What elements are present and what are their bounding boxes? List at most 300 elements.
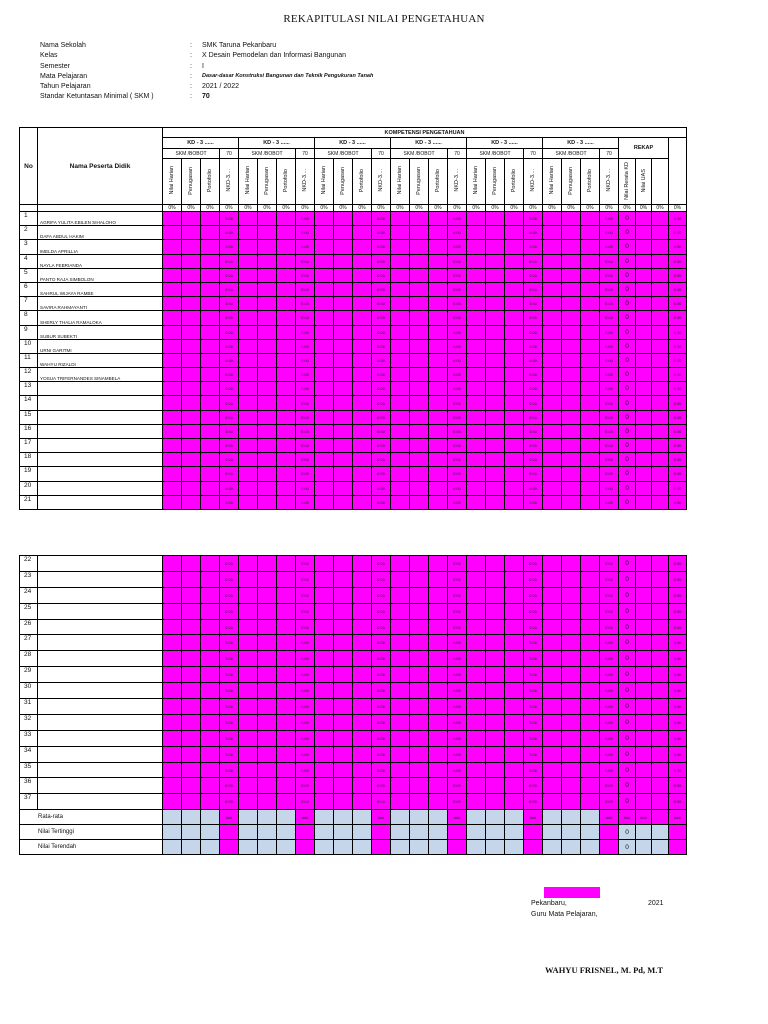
table-row <box>20 311 687 325</box>
summary-nkd-cell: ### <box>600 810 619 825</box>
portofolio-cell <box>505 453 524 467</box>
spacer-header <box>652 159 669 205</box>
pct-cell: 0% <box>296 205 315 212</box>
summary-final-cell: ### <box>669 810 687 825</box>
penugasan-cell <box>410 794 429 810</box>
penugasan-cell <box>486 762 505 778</box>
penugasan-cell <box>334 683 353 699</box>
penugasan-cell <box>258 226 277 240</box>
nilai-harian-cell <box>391 325 410 339</box>
penugasan-cell <box>410 424 429 438</box>
portofolio-cell <box>505 667 524 683</box>
summary-cell <box>163 810 182 825</box>
nkd-cell: 0.00 <box>524 339 543 353</box>
summary-cell <box>315 810 334 825</box>
portofolio-cell <box>277 794 296 810</box>
nkd-cell: 0.00 <box>220 368 239 382</box>
portofolio-cell <box>201 382 220 396</box>
nilai-rerata-cell: 0 <box>619 240 636 254</box>
nilai-harian-cell <box>543 635 562 651</box>
nilai-harian-cell <box>467 778 486 794</box>
uas-header <box>636 159 652 205</box>
penugasan-cell <box>486 481 505 495</box>
nilai-uas-cell <box>636 254 652 268</box>
summary-cell <box>486 840 505 855</box>
penugasan-cell <box>334 396 353 410</box>
nilai-pengetahuan-cell: 0.00 <box>669 495 687 509</box>
skm-value: 70 <box>372 149 391 159</box>
student-name <box>38 778 163 794</box>
table-row <box>20 254 687 268</box>
nkd-cell: 0.00 <box>372 339 391 353</box>
sub-col-header <box>353 159 372 205</box>
penugasan-cell <box>258 311 277 325</box>
nilai-harian-cell <box>467 353 486 367</box>
nkd-cell: 0.00 <box>220 254 239 268</box>
nilai-harian-cell <box>163 556 182 572</box>
portofolio-cell <box>201 683 220 699</box>
nkd-cell: 0.00 <box>524 439 543 453</box>
table-row <box>20 730 687 746</box>
nkd-cell: 0.00 <box>220 467 239 481</box>
portofolio-cell <box>581 778 600 794</box>
portofolio-cell <box>201 410 220 424</box>
portofolio-cell <box>353 619 372 635</box>
portofolio-cell <box>505 254 524 268</box>
table-row <box>20 396 687 410</box>
nkd-cell: 0.00 <box>524 212 543 226</box>
nilai-pengetahuan-cell: 0.00 <box>669 382 687 396</box>
penugasan-cell <box>562 339 581 353</box>
student-name <box>38 794 163 810</box>
nkd-cell: 0.00 <box>600 667 619 683</box>
nilai-harian-cell <box>391 339 410 353</box>
nkd-cell: 0.00 <box>524 667 543 683</box>
penugasan-cell <box>334 794 353 810</box>
nilai-harian-cell <box>239 667 258 683</box>
portofolio-cell <box>353 353 372 367</box>
row-number: 23 <box>20 571 38 587</box>
sub-col-header <box>467 159 486 205</box>
nkd-cell: 0.00 <box>448 556 467 572</box>
penugasan-cell <box>258 481 277 495</box>
nilai-harian-cell <box>467 410 486 424</box>
penugasan-cell <box>258 282 277 296</box>
penugasan-cell <box>334 282 353 296</box>
penugasan-cell <box>334 339 353 353</box>
nilai-harian-cell <box>467 396 486 410</box>
sub-col-header-label: Penugasan <box>416 166 422 195</box>
nilai-harian-cell <box>315 730 334 746</box>
nilai-uas-cell <box>636 556 652 572</box>
portofolio-cell <box>277 619 296 635</box>
penugasan-cell <box>562 382 581 396</box>
nilai-rerata-cell: 0 <box>619 667 636 683</box>
summary-rerata-cell: 0 <box>619 840 636 855</box>
student-name: SAVIRA RAHMAYANTI <box>38 297 163 311</box>
student-name <box>38 424 163 438</box>
portofolio-cell <box>201 587 220 603</box>
penugasan-cell <box>258 635 277 651</box>
nkd-cell: 0.00 <box>220 282 239 296</box>
nilai-harian-cell <box>543 587 562 603</box>
nkd-cell: 0.00 <box>296 495 315 509</box>
pct-cell: 0% <box>581 205 600 212</box>
nkd-cell: 0.00 <box>524 410 543 424</box>
penugasan-cell <box>486 619 505 635</box>
portofolio-cell <box>201 353 220 367</box>
nkd-cell: 0.00 <box>600 603 619 619</box>
sub-col-header-label: Portofolio <box>359 168 365 193</box>
table-row <box>20 382 687 396</box>
nkd-cell: 0.00 <box>372 353 391 367</box>
table-row <box>20 635 687 651</box>
nkd-cell: 0.00 <box>600 396 619 410</box>
nkd-cell: 0.00 <box>220 762 239 778</box>
penugasan-cell <box>410 683 429 699</box>
nilai-harian-cell <box>239 467 258 481</box>
skm-value: 70 <box>296 149 315 159</box>
penugasan-cell <box>334 325 353 339</box>
penugasan-cell <box>334 368 353 382</box>
sub-col-header <box>334 159 353 205</box>
nilai-uas-cell <box>636 667 652 683</box>
nkd-cell: 0.00 <box>372 424 391 438</box>
info-separator: : <box>190 93 192 101</box>
nilai-harian-cell <box>467 619 486 635</box>
nilai-harian-cell <box>163 635 182 651</box>
nilai-harian-cell <box>239 603 258 619</box>
portofolio-cell <box>277 353 296 367</box>
portofolio-cell <box>353 325 372 339</box>
nilai-harian-cell <box>315 683 334 699</box>
portofolio-cell <box>581 587 600 603</box>
portofolio-cell <box>353 794 372 810</box>
row-number: 27 <box>20 635 38 651</box>
portofolio-cell <box>429 368 448 382</box>
nilai-harian-cell <box>391 778 410 794</box>
portofolio-cell <box>277 410 296 424</box>
portofolio-cell <box>505 311 524 325</box>
nkd-cell: 0.00 <box>600 282 619 296</box>
student-name <box>38 699 163 715</box>
info-separator: : <box>190 83 192 91</box>
info-row <box>40 83 373 93</box>
penugasan-cell <box>486 571 505 587</box>
portofolio-cell <box>201 635 220 651</box>
nilai-pengetahuan-cell: 0.00 <box>669 439 687 453</box>
nkd-cell: 0.00 <box>600 268 619 282</box>
nkd-cell: 0.00 <box>372 467 391 481</box>
penugasan-cell <box>410 439 429 453</box>
nilai-pengetahuan-cell: 0.00 <box>669 730 687 746</box>
nilai-harian-cell <box>391 439 410 453</box>
penugasan-cell <box>562 282 581 296</box>
nilai-uas-cell <box>636 495 652 509</box>
table-row <box>20 683 687 699</box>
nkd-cell: 0.00 <box>600 635 619 651</box>
spacer-cell <box>652 212 669 226</box>
nilai-uas-cell <box>636 439 652 453</box>
penugasan-cell <box>562 699 581 715</box>
penugasan-cell <box>486 651 505 667</box>
nilai-harian-cell <box>315 467 334 481</box>
summary-cell <box>353 825 372 840</box>
nkd-cell: 0.00 <box>372 311 391 325</box>
spacer-cell <box>652 635 669 651</box>
portofolio-cell <box>429 635 448 651</box>
pct-cell: 0% <box>258 205 277 212</box>
nkd-cell: 0.00 <box>296 396 315 410</box>
nilai-harian-cell <box>239 439 258 453</box>
nilai-harian-cell <box>163 778 182 794</box>
nkd-cell: 0.00 <box>220 556 239 572</box>
summary-spacer-cell <box>652 825 669 840</box>
penugasan-cell <box>486 603 505 619</box>
kd-header: KD - 3 ...... <box>315 138 391 149</box>
nkd-cell: 0.00 <box>372 240 391 254</box>
nkd-cell: 0.00 <box>372 396 391 410</box>
portofolio-cell <box>505 339 524 353</box>
summary-cell <box>277 825 296 840</box>
nilai-rerata-cell: 0 <box>619 325 636 339</box>
nilai-harian-cell <box>467 368 486 382</box>
nilai-rerata-cell: 0 <box>619 603 636 619</box>
nkd-cell: 0.00 <box>296 699 315 715</box>
penugasan-cell <box>562 667 581 683</box>
nkd-cell: 0.00 <box>220 268 239 282</box>
portofolio-cell <box>429 571 448 587</box>
nilai-harian-cell <box>543 240 562 254</box>
portofolio-cell <box>429 240 448 254</box>
nilai-harian-cell <box>239 453 258 467</box>
portofolio-cell <box>505 424 524 438</box>
student-name <box>38 651 163 667</box>
nilai-harian-cell <box>239 396 258 410</box>
nilai-harian-cell <box>163 730 182 746</box>
portofolio-cell <box>505 495 524 509</box>
nkd-cell: 0.00 <box>296 240 315 254</box>
nilai-harian-cell <box>467 571 486 587</box>
nkd-cell: 0.00 <box>448 439 467 453</box>
table-row <box>20 282 687 296</box>
penugasan-cell <box>182 268 201 282</box>
spacer-cell <box>652 240 669 254</box>
summary-cell <box>562 810 581 825</box>
summary-rerata-cell: ### <box>619 810 636 825</box>
penugasan-cell <box>486 587 505 603</box>
nilai-uas-cell <box>636 325 652 339</box>
spacer-cell <box>652 556 669 572</box>
nilai-uas-cell <box>636 353 652 367</box>
nilai-harian-cell <box>163 353 182 367</box>
penugasan-cell <box>334 240 353 254</box>
rerata-header <box>619 159 636 205</box>
portofolio-cell <box>277 635 296 651</box>
portofolio-cell <box>353 603 372 619</box>
penugasan-cell <box>486 667 505 683</box>
student-name: URNI GARITMI <box>38 339 163 353</box>
portofolio-cell <box>353 635 372 651</box>
nilai-harian-cell <box>239 571 258 587</box>
nilai-harian-cell <box>163 683 182 699</box>
nilai-harian-cell <box>239 730 258 746</box>
portofolio-cell <box>353 762 372 778</box>
nilai-harian-cell <box>543 453 562 467</box>
portofolio-cell <box>277 556 296 572</box>
spacer-cell <box>652 495 669 509</box>
summary-uas-cell <box>636 840 652 855</box>
portofolio-cell <box>429 467 448 481</box>
nilai-rerata-cell: 0 <box>619 794 636 810</box>
penugasan-cell <box>334 439 353 453</box>
nkd-cell: 0.00 <box>524 571 543 587</box>
summary-nkd-cell: ### <box>524 810 543 825</box>
penugasan-cell <box>410 778 429 794</box>
nkd-cell: 0.00 <box>372 635 391 651</box>
nilai-harian-cell <box>543 495 562 509</box>
row-number: 22 <box>20 556 38 572</box>
nilai-harian-cell <box>163 282 182 296</box>
nkd-cell: 0.00 <box>448 635 467 651</box>
nilai-pengetahuan-cell: 0.00 <box>669 268 687 282</box>
summary-cell <box>258 840 277 855</box>
pct-cell: 0% <box>562 205 581 212</box>
nilai-pengetahuan-cell: 0.00 <box>669 667 687 683</box>
nilai-harian-cell <box>543 778 562 794</box>
penugasan-cell <box>258 667 277 683</box>
summary-label: Rata-rata <box>20 810 163 825</box>
row-number: 6 <box>20 282 38 296</box>
nilai-harian-cell <box>543 651 562 667</box>
nkd-cell: 0.00 <box>448 467 467 481</box>
nilai-harian-cell <box>315 311 334 325</box>
summary-cell <box>486 825 505 840</box>
summary-nkd-cell <box>524 825 543 840</box>
sub-col-header <box>258 159 277 205</box>
nilai-harian-cell <box>163 382 182 396</box>
portofolio-cell <box>505 439 524 453</box>
nilai-pengetahuan-cell: 0.00 <box>669 282 687 296</box>
nkd-cell: 0.00 <box>372 714 391 730</box>
penugasan-cell <box>182 339 201 353</box>
nkd-cell: 0.00 <box>296 587 315 603</box>
nkd-cell: 0.00 <box>600 368 619 382</box>
portofolio-cell <box>277 368 296 382</box>
penugasan-cell <box>562 325 581 339</box>
portofolio-cell <box>353 730 372 746</box>
portofolio-cell <box>201 746 220 762</box>
spacer-cell <box>652 746 669 762</box>
portofolio-cell <box>277 683 296 699</box>
nkd-cell: 0.00 <box>220 212 239 226</box>
nkd-cell: 0.00 <box>524 556 543 572</box>
nilai-harian-cell <box>467 730 486 746</box>
nilai-harian-cell <box>239 714 258 730</box>
portofolio-cell <box>429 453 448 467</box>
portofolio-cell <box>581 212 600 226</box>
table-row <box>20 353 687 367</box>
sub-col-header-label: Penugasan <box>568 166 574 195</box>
sub-col-header <box>296 159 315 205</box>
nilai-harian-cell <box>163 714 182 730</box>
penugasan-cell <box>562 651 581 667</box>
portofolio-cell <box>429 339 448 353</box>
portofolio-cell <box>201 794 220 810</box>
nilai-rerata-cell: 0 <box>619 353 636 367</box>
portofolio-cell <box>429 762 448 778</box>
portofolio-cell <box>201 254 220 268</box>
penugasan-cell <box>562 714 581 730</box>
nkd-cell: 0.00 <box>372 382 391 396</box>
penugasan-cell <box>486 714 505 730</box>
nilai-harian-cell <box>239 556 258 572</box>
nilai-harian-cell <box>163 212 182 226</box>
penugasan-cell <box>182 467 201 481</box>
penugasan-cell <box>410 240 429 254</box>
sub-col-header-label: Penugasan <box>264 166 270 195</box>
nilai-harian-cell <box>467 424 486 438</box>
nilai-uas-cell <box>636 714 652 730</box>
penugasan-cell <box>334 226 353 240</box>
student-name <box>38 667 163 683</box>
nkd-cell: 0.00 <box>220 635 239 651</box>
pct-cell: 0% <box>372 205 391 212</box>
info-label: Standar Ketuntasan Minimal ( SKM ) <box>40 93 154 101</box>
nilai-harian-cell <box>163 699 182 715</box>
nkd-cell: 0.00 <box>372 571 391 587</box>
nilai-harian-cell <box>163 325 182 339</box>
penugasan-cell <box>258 382 277 396</box>
nilai-harian-cell <box>467 439 486 453</box>
nilai-rerata-cell: 0 <box>619 619 636 635</box>
nilai-harian-cell <box>315 254 334 268</box>
nkd-cell: 0.00 <box>296 746 315 762</box>
spacer-cell <box>652 396 669 410</box>
portofolio-cell <box>505 556 524 572</box>
penugasan-cell <box>334 635 353 651</box>
portofolio-cell <box>429 212 448 226</box>
nilai-uas-cell <box>636 651 652 667</box>
portofolio-cell <box>353 240 372 254</box>
penugasan-cell <box>258 339 277 353</box>
info-value: I <box>202 62 204 70</box>
penugasan-cell <box>562 778 581 794</box>
sub-col-header <box>505 159 524 205</box>
portofolio-cell <box>581 603 600 619</box>
penugasan-cell <box>182 226 201 240</box>
nilai-uas-cell <box>636 339 652 353</box>
row-number: 9 <box>20 325 38 339</box>
nkd-cell: 0.00 <box>524 651 543 667</box>
nkd-cell: 0.00 <box>220 714 239 730</box>
table-row <box>20 762 687 778</box>
nkd-cell: 0.00 <box>296 556 315 572</box>
portofolio-cell <box>505 297 524 311</box>
nilai-harian-cell <box>163 297 182 311</box>
nilai-harian-cell <box>467 282 486 296</box>
sub-col-header-label: Portofolio <box>587 168 593 193</box>
portofolio-cell <box>353 439 372 453</box>
portofolio-cell <box>277 240 296 254</box>
portofolio-cell <box>581 730 600 746</box>
nkd-cell: 0.00 <box>600 297 619 311</box>
penugasan-cell <box>334 453 353 467</box>
penugasan-cell <box>182 382 201 396</box>
penugasan-cell <box>258 699 277 715</box>
nkd-cell: 0.00 <box>372 453 391 467</box>
nkd-cell: 0.00 <box>600 714 619 730</box>
